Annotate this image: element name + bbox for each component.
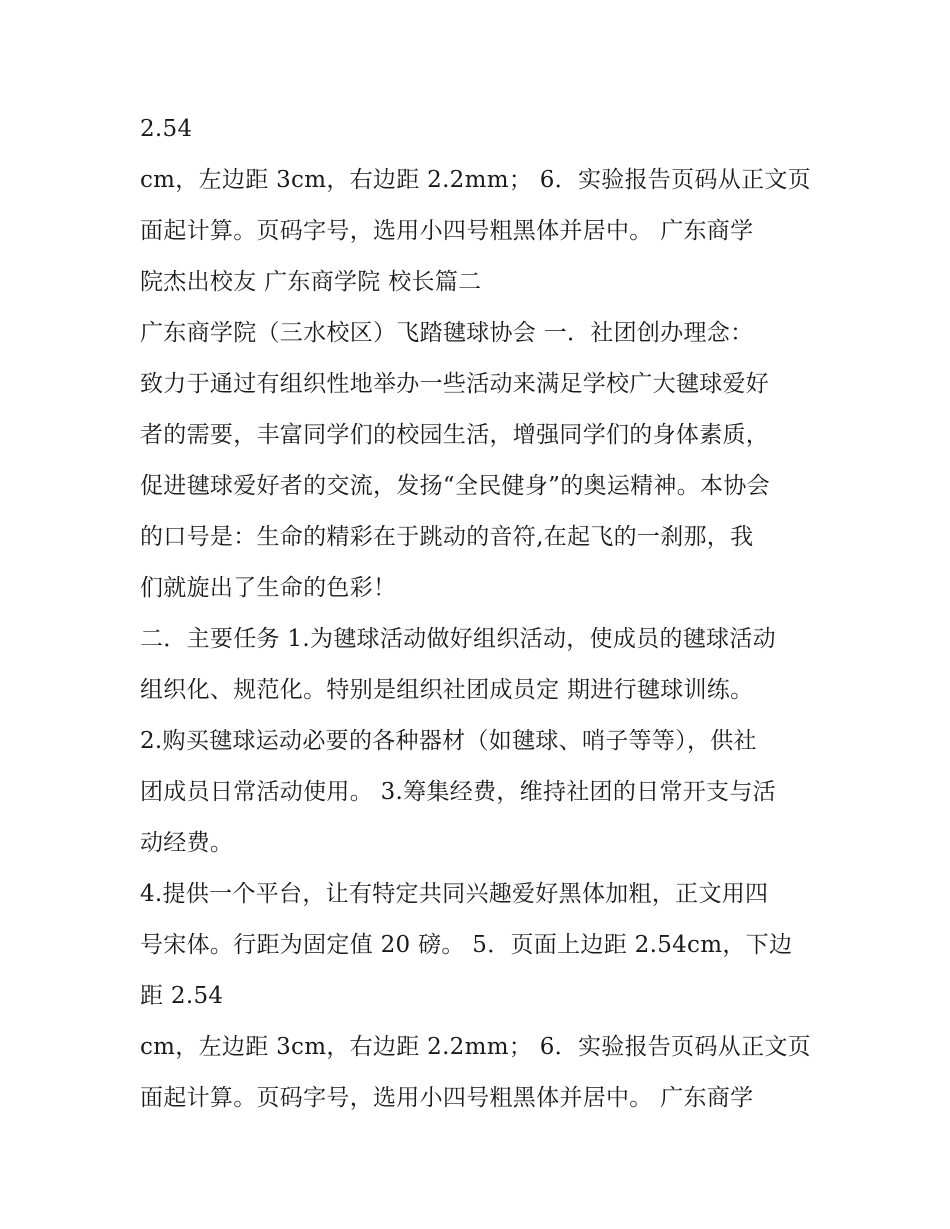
text-line: 二．主要任务 1.为毽球活动做好组织活动，使成员的毽球活动 (140, 626, 776, 652)
text-line: 们就旋出了生命的色彩！ (140, 575, 397, 601)
text-line: 院杰出校友 广东商学院 校长篇二 (140, 269, 482, 295)
text-line: 面起计算。页码字号，选用小四号粗黑体并居中。 广东商学 (140, 218, 754, 244)
text-line: 距 2.54 (140, 983, 224, 1009)
text-line: 组织化、规范化。特别是组织社团成员定 期进行毽球训练。 (140, 677, 754, 703)
text-line: 者的需要，丰富同学们的校园生活，增强同学们的身体素质， (140, 422, 770, 448)
text-line: 广东商学院（三水校区）飞踏毽球协会 一．社团创办理念： (140, 320, 754, 346)
text-line: 2.54 (140, 116, 193, 142)
text-line: 面起计算。页码字号，选用小四号粗黑体并居中。 广东商学 (140, 1085, 754, 1111)
text-line: cm，左边距 3cm，右边距 2.2mm； 6．实验报告页码从正文页 (140, 1034, 811, 1060)
text-line: 促进毽球爱好者的交流，发扬“全民健身”的奥运精神。本协会 (140, 473, 770, 499)
text-line: 致力于通过有组织性地举办一些活动来满足学校广大毽球爱好 (140, 371, 770, 397)
text-line: 号宋体。行距为固定值 20 磅。 5．页面上边距 2.54cm，下边 (140, 932, 793, 958)
text-line: cm，左边距 3cm，右边距 2.2mm； 6．实验报告页码从正文页 (140, 167, 811, 193)
text-line: 的口号是：生命的精彩在于跳动的音符,在起飞的一刹那，我 (140, 524, 754, 550)
text-line: 动经费。 (140, 830, 234, 856)
text-line: 4.提供一个平台，让有特定共同兴趣爱好黑体加粗，正文用四 (140, 881, 769, 907)
text-line: 团成员日常活动使用。 3.筹集经费，维持社团的日常开支与活 (140, 779, 776, 805)
body-text (140, 109, 830, 1129)
text-line: 2.购买毽球运动必要的各种器材（如毽球、哨子等等），供社 (140, 728, 757, 754)
